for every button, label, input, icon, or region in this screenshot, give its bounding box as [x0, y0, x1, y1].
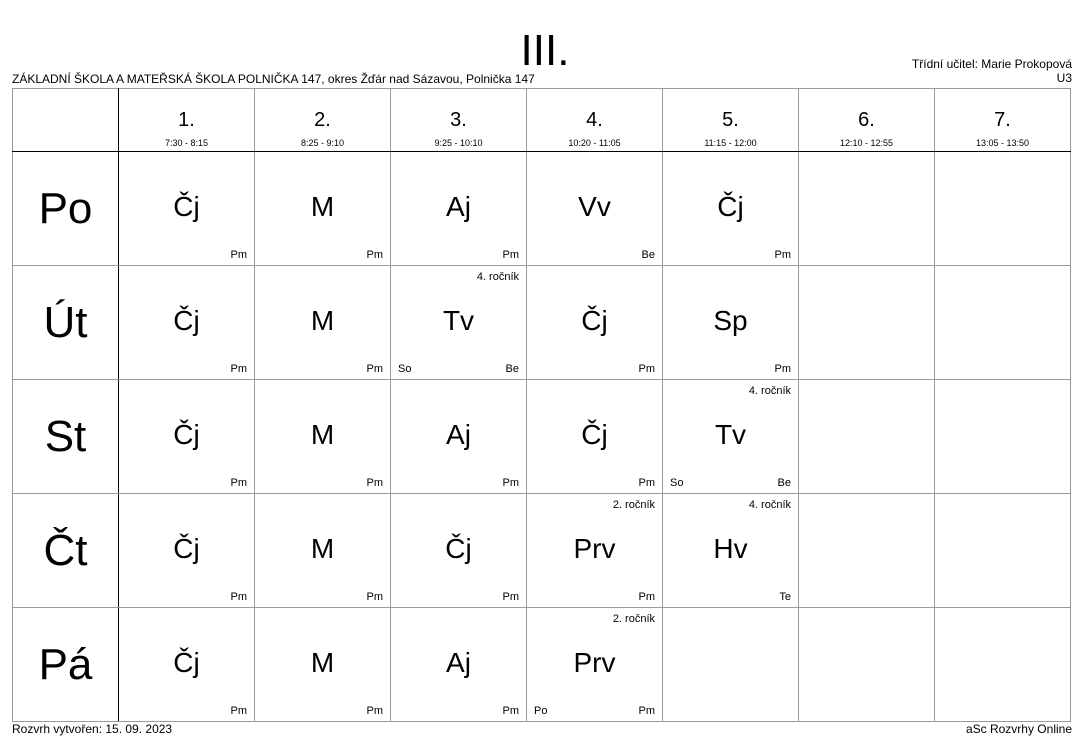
- created-date: Rozvrh vytvořen: 15. 09. 2023: [12, 722, 173, 736]
- period-time: 10:20 - 11:05: [568, 138, 621, 148]
- lesson-cell: [391, 152, 527, 266]
- lesson-cell: [527, 608, 663, 722]
- lesson-subject: Tv: [442, 305, 475, 336]
- lesson-subject: Čj: [717, 191, 744, 222]
- corner-cell: [13, 89, 119, 152]
- lesson-room: Pm: [366, 363, 383, 375]
- lesson-subject: Aj: [446, 647, 471, 678]
- lesson-room: Pm: [638, 705, 655, 717]
- lesson-subject: M: [310, 533, 335, 564]
- period-header-row: [13, 89, 1071, 152]
- lesson-subject: M: [310, 419, 335, 450]
- lesson-extra-label: Po: [534, 705, 548, 717]
- lesson-subject: Prv: [573, 647, 616, 678]
- lesson-cell: [935, 494, 1071, 608]
- period-header: [663, 89, 799, 152]
- lesson-subject: Aj: [446, 191, 471, 222]
- lesson-subject: Čj: [581, 305, 608, 336]
- period-time: 8:25 - 9:10: [300, 138, 345, 148]
- lesson-cell: [391, 494, 527, 608]
- timetable: [12, 88, 1071, 722]
- day-row: [13, 152, 1071, 266]
- lesson-group-note: 2. ročník: [612, 613, 655, 625]
- day-label: St: [13, 380, 119, 494]
- page-title: III.: [520, 26, 570, 75]
- lesson-subject: Sp: [713, 305, 748, 336]
- lesson-cell: [527, 494, 663, 608]
- period-time: 11:15 - 12:00: [704, 138, 757, 148]
- lesson-cell: [799, 608, 935, 722]
- lesson-cell: [935, 152, 1071, 266]
- lesson-room: Pm: [638, 477, 655, 489]
- day-row: [13, 380, 1071, 494]
- lesson-room: Pm: [638, 363, 655, 375]
- lesson-subject: Čj: [173, 533, 200, 564]
- lesson-room: Pm: [638, 591, 655, 603]
- lesson-room: Pm: [774, 249, 791, 261]
- lesson-subject: Čj: [173, 191, 200, 222]
- lesson-room: Pm: [230, 477, 247, 489]
- period-header: [799, 89, 935, 152]
- lesson-subject: M: [310, 305, 335, 336]
- lesson-extra-label: So: [398, 363, 412, 375]
- school-name: ZÁKLADNÍ ŠKOLA A MATEŘSKÁ ŠKOLA POLNIČKA 147, okres Žďár nad Sázavou, Polnička 147: [12, 72, 535, 86]
- day-label: Po: [13, 152, 119, 266]
- lesson-cell: [799, 152, 935, 266]
- lesson-cell: [119, 494, 255, 608]
- lesson-subject: Tv: [714, 419, 747, 450]
- lesson-room: Be: [777, 477, 791, 489]
- lesson-subject: Čj: [173, 305, 200, 336]
- lesson-subject: M: [310, 191, 335, 222]
- lesson-subject: Prv: [573, 533, 616, 564]
- lesson-room: Be: [641, 249, 655, 261]
- lesson-cell: [935, 380, 1071, 494]
- lesson-room: Pm: [366, 705, 383, 717]
- lesson-cell: [255, 380, 391, 494]
- lesson-subject: Čj: [445, 533, 472, 564]
- lesson-cell: [663, 380, 799, 494]
- class-teacher-info: [912, 57, 1072, 85]
- lesson-cell: [935, 608, 1071, 722]
- lesson-cell: [663, 266, 799, 380]
- period-number: 1.: [178, 109, 195, 131]
- period-time: 12:10 - 12:55: [839, 138, 894, 148]
- lesson-cell: [663, 608, 799, 722]
- lesson-room: Pm: [366, 591, 383, 603]
- lesson-cell: [799, 380, 935, 494]
- brand-label: aSc Rozvrhy Online: [965, 722, 1072, 736]
- room-label: U3: [1056, 71, 1072, 85]
- period-time: 9:25 - 10:10: [434, 138, 483, 148]
- day-label: Čt: [13, 494, 119, 608]
- period-time: 7:30 - 8:15: [164, 138, 209, 148]
- lesson-cell: [119, 380, 255, 494]
- period-number: 5.: [722, 109, 739, 131]
- lesson-cell: [119, 266, 255, 380]
- period-header: [391, 89, 527, 152]
- lesson-room: Pm: [366, 477, 383, 489]
- period-time: 13:05 - 13:50: [975, 138, 1030, 148]
- lesson-cell: [663, 152, 799, 266]
- period-header: [935, 89, 1071, 152]
- lesson-room: Te: [779, 591, 791, 603]
- day-row: [13, 608, 1071, 722]
- lesson-cell: [255, 266, 391, 380]
- lesson-subject: M: [310, 647, 335, 678]
- lesson-cell: [527, 380, 663, 494]
- lesson-extra-label: So: [670, 477, 684, 489]
- lesson-cell: [391, 266, 527, 380]
- lesson-room: Pm: [230, 363, 247, 375]
- lesson-room: Pm: [502, 477, 519, 489]
- lesson-group-note: 4. ročník: [748, 499, 791, 511]
- lesson-room: Pm: [502, 591, 519, 603]
- lesson-room: Be: [505, 363, 519, 375]
- period-number: 4.: [586, 109, 603, 131]
- lesson-subject: Čj: [581, 419, 608, 450]
- period-header: [255, 89, 391, 152]
- lesson-subject: Aj: [446, 419, 471, 450]
- lesson-cell: [391, 380, 527, 494]
- lesson-room: Pm: [502, 249, 519, 261]
- lesson-subject: Čj: [173, 419, 200, 450]
- day-row: [13, 494, 1071, 608]
- lesson-cell: [799, 266, 935, 380]
- day-label: Út: [13, 266, 119, 380]
- lesson-subject: Hv: [713, 533, 748, 564]
- period-number: 2.: [314, 109, 331, 131]
- lesson-cell: [935, 266, 1071, 380]
- lesson-room: Pm: [502, 705, 519, 717]
- lesson-room: Pm: [230, 249, 247, 261]
- period-number: 3.: [450, 109, 467, 131]
- lesson-group-note: 2. ročník: [612, 499, 655, 511]
- lesson-cell: [391, 608, 527, 722]
- lesson-cell: [255, 608, 391, 722]
- lesson-cell: [255, 152, 391, 266]
- lesson-subject: Vv: [578, 191, 611, 222]
- period-header: [119, 89, 255, 152]
- lesson-cell: [527, 266, 663, 380]
- lesson-group-note: 4. ročník: [748, 385, 791, 397]
- lesson-cell: [119, 152, 255, 266]
- lesson-cell: [799, 494, 935, 608]
- period-number: 6.: [858, 109, 875, 131]
- day-label: Pá: [13, 608, 119, 722]
- teacher-line: Třídní učitel: Marie Prokopová: [911, 57, 1072, 71]
- day-row: [13, 266, 1071, 380]
- lesson-cell: [255, 494, 391, 608]
- lesson-cell: [663, 494, 799, 608]
- lesson-room: Pm: [230, 705, 247, 717]
- period-header: [527, 89, 663, 152]
- period-number: 7.: [994, 109, 1011, 131]
- lesson-cell: [119, 608, 255, 722]
- lesson-room: Pm: [774, 363, 791, 375]
- lesson-group-note: 4. ročník: [476, 271, 519, 283]
- lesson-room: Pm: [230, 591, 247, 603]
- lesson-cell: [527, 152, 663, 266]
- lesson-subject: Čj: [173, 647, 200, 678]
- lesson-room: Pm: [366, 249, 383, 261]
